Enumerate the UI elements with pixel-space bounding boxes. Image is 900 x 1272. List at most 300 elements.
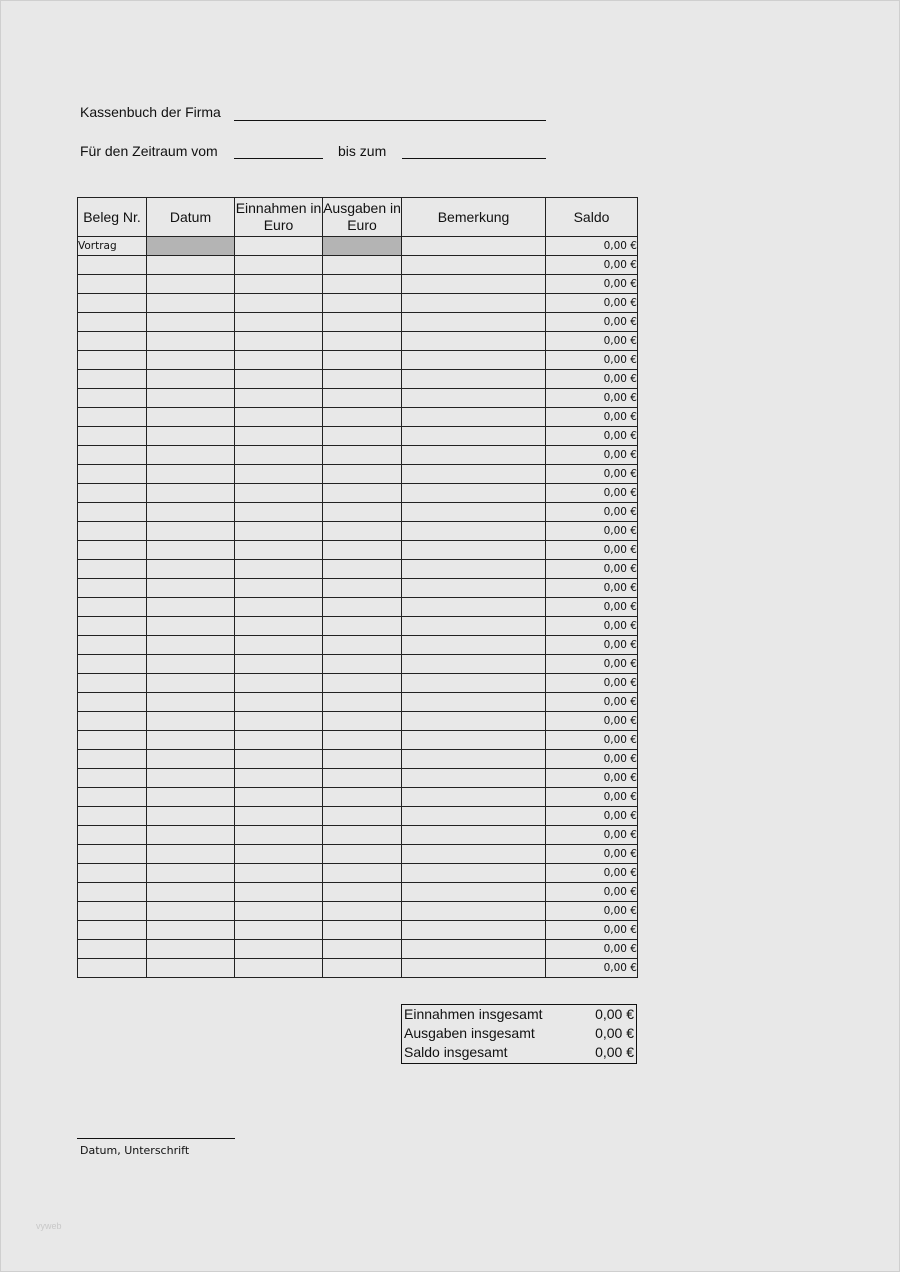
beleg-cell[interactable]: [78, 636, 147, 655]
einnahmen-cell[interactable]: [235, 959, 323, 978]
einnahmen-cell[interactable]: [235, 389, 323, 408]
table-row: [78, 541, 638, 560]
totals-label: Ausgaben insgesamt: [404, 1025, 535, 1041]
datum-cell[interactable]: [147, 788, 235, 807]
einnahmen-cell[interactable]: [235, 864, 323, 883]
saldo-cell: 0,00 €: [546, 712, 638, 731]
col-header-ausgaben: Ausgaben in Euro: [323, 198, 402, 237]
datum-cell[interactable]: [147, 237, 235, 256]
datum-cell[interactable]: [147, 275, 235, 294]
bemerkung-cell[interactable]: [402, 541, 546, 560]
table-row: [78, 940, 638, 959]
einnahmen-cell[interactable]: [235, 294, 323, 313]
beleg-cell[interactable]: [78, 484, 147, 503]
bemerkung-cell[interactable]: [402, 750, 546, 769]
beleg-cell[interactable]: [78, 864, 147, 883]
einnahmen-cell[interactable]: [235, 560, 323, 579]
ausgaben-cell[interactable]: [323, 351, 402, 370]
saldo-cell: 0,00 €: [546, 617, 638, 636]
ausgaben-cell[interactable]: [323, 427, 402, 446]
table-row: [78, 237, 638, 256]
einnahmen-cell[interactable]: [235, 256, 323, 275]
table-row: [78, 275, 638, 294]
period-until-label: bis zum: [338, 143, 387, 159]
table-row: [78, 788, 638, 807]
beleg-cell[interactable]: [78, 541, 147, 560]
datum-cell[interactable]: [147, 332, 235, 351]
ausgaben-cell[interactable]: [323, 712, 402, 731]
col-header-saldo: Saldo: [546, 198, 638, 237]
saldo-cell: 0,00 €: [546, 332, 638, 351]
table-row: [78, 522, 638, 541]
table-row: [78, 731, 638, 750]
saldo-cell: 0,00 €: [546, 541, 638, 560]
beleg-cell[interactable]: [78, 940, 147, 959]
saldo-cell: 0,00 €: [546, 408, 638, 427]
bemerkung-cell[interactable]: [402, 940, 546, 959]
einnahmen-cell[interactable]: [235, 313, 323, 332]
bemerkung-cell[interactable]: [402, 370, 546, 389]
totals-label: Einnahmen insgesamt: [404, 1006, 543, 1022]
einnahmen-cell[interactable]: [235, 636, 323, 655]
datum-cell[interactable]: [147, 636, 235, 655]
saldo-cell: 0,00 €: [546, 313, 638, 332]
table-row: [78, 617, 638, 636]
saldo-cell: 0,00 €: [546, 294, 638, 313]
bemerkung-cell[interactable]: [402, 446, 546, 465]
datum-cell[interactable]: [147, 427, 235, 446]
ausgaben-cell[interactable]: [323, 522, 402, 541]
beleg-cell[interactable]: [78, 788, 147, 807]
saldo-cell: 0,00 €: [546, 351, 638, 370]
datum-cell[interactable]: [147, 598, 235, 617]
beleg-cell[interactable]: [78, 427, 147, 446]
totals-value: 0,00 €: [595, 1044, 634, 1060]
beleg-cell[interactable]: [78, 902, 147, 921]
beleg-cell[interactable]: Vortrag: [78, 237, 147, 256]
einnahmen-cell[interactable]: [235, 332, 323, 351]
saldo-cell: 0,00 €: [546, 370, 638, 389]
ausgaben-cell[interactable]: [323, 408, 402, 427]
bemerkung-cell[interactable]: [402, 655, 546, 674]
datum-cell[interactable]: [147, 389, 235, 408]
bemerkung-cell[interactable]: [402, 864, 546, 883]
ausgaben-cell[interactable]: [323, 769, 402, 788]
einnahmen-cell[interactable]: [235, 503, 323, 522]
bemerkung-cell[interactable]: [402, 712, 546, 731]
beleg-cell[interactable]: [78, 921, 147, 940]
table-row: [78, 655, 638, 674]
bemerkung-cell[interactable]: [402, 807, 546, 826]
col-header-beleg: Beleg Nr.: [78, 198, 147, 237]
saldo-cell: 0,00 €: [546, 522, 638, 541]
table-row: [78, 674, 638, 693]
datum-cell[interactable]: [147, 256, 235, 275]
ausgaben-cell[interactable]: [323, 560, 402, 579]
ausgaben-cell[interactable]: [323, 598, 402, 617]
table-row: [78, 465, 638, 484]
table-row: [78, 370, 638, 389]
beleg-cell[interactable]: [78, 617, 147, 636]
beleg-cell[interactable]: [78, 769, 147, 788]
bemerkung-cell[interactable]: [402, 484, 546, 503]
signature-line[interactable]: [77, 1138, 235, 1139]
bemerkung-cell[interactable]: [402, 522, 546, 541]
saldo-cell: 0,00 €: [546, 579, 638, 598]
ausgaben-cell[interactable]: [323, 465, 402, 484]
datum-cell[interactable]: [147, 351, 235, 370]
ausgaben-cell[interactable]: [323, 940, 402, 959]
datum-cell[interactable]: [147, 579, 235, 598]
table-row: [78, 693, 638, 712]
einnahmen-cell[interactable]: [235, 579, 323, 598]
saldo-cell: 0,00 €: [546, 256, 638, 275]
saldo-cell: 0,00 €: [546, 484, 638, 503]
beleg-cell[interactable]: [78, 503, 147, 522]
datum-cell[interactable]: [147, 617, 235, 636]
saldo-cell: 0,00 €: [546, 655, 638, 674]
datum-cell[interactable]: [147, 883, 235, 902]
datum-cell[interactable]: [147, 408, 235, 427]
einnahmen-cell[interactable]: [235, 408, 323, 427]
bemerkung-cell[interactable]: [402, 351, 546, 370]
einnahmen-cell[interactable]: [235, 940, 323, 959]
datum-cell[interactable]: [147, 484, 235, 503]
saldo-cell: 0,00 €: [546, 693, 638, 712]
einnahmen-cell[interactable]: [235, 237, 323, 256]
table-row: [78, 446, 638, 465]
einnahmen-cell[interactable]: [235, 465, 323, 484]
einnahmen-cell[interactable]: [235, 617, 323, 636]
table-row: [78, 256, 638, 275]
bemerkung-cell[interactable]: [402, 826, 546, 845]
ausgaben-cell[interactable]: [323, 484, 402, 503]
ausgaben-cell[interactable]: [323, 655, 402, 674]
beleg-cell[interactable]: [78, 712, 147, 731]
ausgaben-cell[interactable]: [323, 389, 402, 408]
ausgaben-cell[interactable]: [323, 503, 402, 522]
bemerkung-cell[interactable]: [402, 617, 546, 636]
datum-cell[interactable]: [147, 902, 235, 921]
col-header-bemerkung: Bemerkung: [402, 198, 546, 237]
beleg-cell[interactable]: [78, 826, 147, 845]
beleg-cell[interactable]: [78, 693, 147, 712]
datum-cell[interactable]: [147, 750, 235, 769]
saldo-cell: 0,00 €: [546, 636, 638, 655]
ausgaben-cell[interactable]: [323, 617, 402, 636]
bemerkung-cell[interactable]: [402, 560, 546, 579]
saldo-cell: 0,00 €: [546, 427, 638, 446]
datum-cell[interactable]: [147, 940, 235, 959]
bemerkung-cell[interactable]: [402, 693, 546, 712]
einnahmen-cell[interactable]: [235, 883, 323, 902]
datum-cell[interactable]: [147, 560, 235, 579]
datum-cell[interactable]: [147, 294, 235, 313]
bemerkung-cell[interactable]: [402, 883, 546, 902]
table-row: [78, 807, 638, 826]
ledger-header-row: [78, 198, 638, 237]
table-row: [78, 883, 638, 902]
bemerkung-cell[interactable]: [402, 313, 546, 332]
table-row: [78, 351, 638, 370]
einnahmen-cell[interactable]: [235, 275, 323, 294]
table-row: [78, 921, 638, 940]
ausgaben-cell[interactable]: [323, 294, 402, 313]
signature-label: Datum, Unterschrift: [80, 1144, 190, 1157]
einnahmen-cell[interactable]: [235, 598, 323, 617]
ausgaben-cell[interactable]: [323, 674, 402, 693]
datum-cell[interactable]: [147, 731, 235, 750]
einnahmen-cell[interactable]: [235, 826, 323, 845]
datum-cell[interactable]: [147, 826, 235, 845]
bemerkung-cell[interactable]: [402, 275, 546, 294]
beleg-cell[interactable]: [78, 313, 147, 332]
bemerkung-cell[interactable]: [402, 598, 546, 617]
totals-label: Saldo insgesamt: [404, 1044, 508, 1060]
table-row: [78, 313, 638, 332]
ausgaben-cell[interactable]: [323, 275, 402, 294]
einnahmen-cell[interactable]: [235, 446, 323, 465]
ausgaben-cell[interactable]: [323, 731, 402, 750]
bemerkung-cell[interactable]: [402, 465, 546, 484]
table-row: [78, 959, 638, 978]
company-label: Kassenbuch der Firma: [80, 104, 221, 120]
beleg-cell[interactable]: [78, 959, 147, 978]
table-row: [78, 389, 638, 408]
einnahmen-cell[interactable]: [235, 712, 323, 731]
beleg-cell[interactable]: [78, 275, 147, 294]
beleg-cell[interactable]: [78, 655, 147, 674]
datum-cell[interactable]: [147, 313, 235, 332]
beleg-cell[interactable]: [78, 408, 147, 427]
ausgaben-cell[interactable]: [323, 256, 402, 275]
totals-value: 0,00 €: [595, 1006, 634, 1022]
bemerkung-cell[interactable]: [402, 674, 546, 693]
totals-row-ausgaben: [402, 1024, 636, 1043]
col-header-datum: Datum: [147, 198, 235, 237]
einnahmen-cell[interactable]: [235, 655, 323, 674]
saldo-cell: 0,00 €: [546, 788, 638, 807]
saldo-cell: 0,00 €: [546, 902, 638, 921]
beleg-cell[interactable]: [78, 598, 147, 617]
table-row: [78, 427, 638, 446]
ausgaben-cell[interactable]: [323, 959, 402, 978]
einnahmen-cell[interactable]: [235, 902, 323, 921]
einnahmen-cell[interactable]: [235, 484, 323, 503]
einnahmen-cell[interactable]: [235, 788, 323, 807]
bemerkung-cell[interactable]: [402, 294, 546, 313]
saldo-cell: 0,00 €: [546, 959, 638, 978]
einnahmen-cell[interactable]: [235, 807, 323, 826]
einnahmen-cell[interactable]: [235, 845, 323, 864]
einnahmen-cell[interactable]: [235, 427, 323, 446]
table-row: [78, 769, 638, 788]
saldo-cell: 0,00 €: [546, 465, 638, 484]
datum-cell[interactable]: [147, 446, 235, 465]
bemerkung-cell[interactable]: [402, 389, 546, 408]
datum-cell[interactable]: [147, 522, 235, 541]
totals-row-einnahmen: [402, 1005, 636, 1024]
ausgaben-cell[interactable]: [323, 693, 402, 712]
ausgaben-cell[interactable]: [323, 864, 402, 883]
totals-row-saldo: [402, 1043, 636, 1062]
datum-cell[interactable]: [147, 370, 235, 389]
bemerkung-cell[interactable]: [402, 921, 546, 940]
table-row: [78, 750, 638, 769]
ausgaben-cell[interactable]: [323, 807, 402, 826]
bemerkung-cell[interactable]: [402, 408, 546, 427]
datum-cell[interactable]: [147, 674, 235, 693]
table-row: [78, 579, 638, 598]
einnahmen-cell[interactable]: [235, 750, 323, 769]
einnahmen-cell[interactable]: [235, 541, 323, 560]
saldo-cell: 0,00 €: [546, 883, 638, 902]
beleg-cell[interactable]: [78, 446, 147, 465]
saldo-cell: 0,00 €: [546, 446, 638, 465]
saldo-cell: 0,00 €: [546, 560, 638, 579]
beleg-cell[interactable]: [78, 750, 147, 769]
table-row: [78, 636, 638, 655]
table-row: [78, 503, 638, 522]
table-row: [78, 408, 638, 427]
datum-cell[interactable]: [147, 693, 235, 712]
ausgaben-cell[interactable]: [323, 370, 402, 389]
einnahmen-cell[interactable]: [235, 351, 323, 370]
beleg-cell[interactable]: [78, 351, 147, 370]
einnahmen-cell[interactable]: [235, 674, 323, 693]
saldo-cell: 0,00 €: [546, 864, 638, 883]
bemerkung-cell[interactable]: [402, 427, 546, 446]
ledger-table: [77, 197, 638, 978]
ausgaben-cell[interactable]: [323, 313, 402, 332]
beleg-cell[interactable]: [78, 389, 147, 408]
bemerkung-cell[interactable]: [402, 579, 546, 598]
period-from-field[interactable]: [234, 158, 323, 159]
beleg-cell[interactable]: [78, 845, 147, 864]
ausgaben-cell[interactable]: [323, 883, 402, 902]
bemerkung-cell[interactable]: [402, 503, 546, 522]
ausgaben-cell[interactable]: [323, 332, 402, 351]
bemerkung-cell[interactable]: [402, 731, 546, 750]
table-row: [78, 864, 638, 883]
table-row: [78, 598, 638, 617]
datum-cell[interactable]: [147, 807, 235, 826]
ausgaben-cell[interactable]: [323, 788, 402, 807]
bemerkung-cell[interactable]: [402, 256, 546, 275]
bemerkung-cell[interactable]: [402, 959, 546, 978]
saldo-cell: 0,00 €: [546, 845, 638, 864]
table-row: [78, 332, 638, 351]
beleg-cell[interactable]: [78, 674, 147, 693]
watermark-text: vyweb: [36, 1221, 62, 1231]
beleg-cell[interactable]: [78, 731, 147, 750]
beleg-cell[interactable]: [78, 332, 147, 351]
beleg-cell[interactable]: [78, 370, 147, 389]
saldo-cell: 0,00 €: [546, 275, 638, 294]
ausgaben-cell[interactable]: [323, 921, 402, 940]
datum-cell[interactable]: [147, 541, 235, 560]
datum-cell[interactable]: [147, 864, 235, 883]
table-row: [78, 294, 638, 313]
einnahmen-cell[interactable]: [235, 731, 323, 750]
beleg-cell[interactable]: [78, 465, 147, 484]
datum-cell[interactable]: [147, 465, 235, 484]
table-row: [78, 902, 638, 921]
beleg-cell[interactable]: [78, 807, 147, 826]
table-row: [78, 826, 638, 845]
einnahmen-cell[interactable]: [235, 370, 323, 389]
einnahmen-cell[interactable]: [235, 769, 323, 788]
datum-cell[interactable]: [147, 712, 235, 731]
beleg-cell[interactable]: [78, 560, 147, 579]
saldo-cell: 0,00 €: [546, 826, 638, 845]
bemerkung-cell[interactable]: [402, 788, 546, 807]
saldo-cell: 0,00 €: [546, 807, 638, 826]
beleg-cell[interactable]: [78, 579, 147, 598]
table-row: [78, 712, 638, 731]
bemerkung-cell[interactable]: [402, 237, 546, 256]
company-name-field[interactable]: [234, 120, 546, 121]
bemerkung-cell[interactable]: [402, 636, 546, 655]
saldo-cell: 0,00 €: [546, 769, 638, 788]
datum-cell[interactable]: [147, 921, 235, 940]
ausgaben-cell[interactable]: [323, 826, 402, 845]
einnahmen-cell[interactable]: [235, 522, 323, 541]
datum-cell[interactable]: [147, 845, 235, 864]
saldo-cell: 0,00 €: [546, 237, 638, 256]
saldo-cell: 0,00 €: [546, 940, 638, 959]
period-from-label: Für den Zeitraum vom: [80, 143, 218, 159]
ausgaben-cell[interactable]: [323, 446, 402, 465]
table-row: [78, 484, 638, 503]
datum-cell[interactable]: [147, 959, 235, 978]
saldo-cell: 0,00 €: [546, 750, 638, 769]
beleg-cell[interactable]: [78, 883, 147, 902]
totals-box: [401, 1004, 637, 1064]
datum-cell[interactable]: [147, 503, 235, 522]
ausgaben-cell[interactable]: [323, 541, 402, 560]
beleg-cell[interactable]: [78, 294, 147, 313]
table-row: [78, 845, 638, 864]
table-row: [78, 560, 638, 579]
saldo-cell: 0,00 €: [546, 921, 638, 940]
ausgaben-cell[interactable]: [323, 636, 402, 655]
bemerkung-cell[interactable]: [402, 902, 546, 921]
einnahmen-cell[interactable]: [235, 693, 323, 712]
col-header-einnahmen: Einnahmen in Euro: [235, 198, 323, 237]
ausgaben-cell[interactable]: [323, 750, 402, 769]
einnahmen-cell[interactable]: [235, 921, 323, 940]
period-until-field[interactable]: [402, 158, 546, 159]
totals-value: 0,00 €: [595, 1025, 634, 1041]
ausgaben-cell[interactable]: [323, 902, 402, 921]
saldo-cell: 0,00 €: [546, 389, 638, 408]
ledger-body: [78, 237, 638, 978]
datum-cell[interactable]: [147, 655, 235, 674]
bemerkung-cell[interactable]: [402, 332, 546, 351]
saldo-cell: 0,00 €: [546, 674, 638, 693]
beleg-cell[interactable]: [78, 256, 147, 275]
ausgaben-cell[interactable]: [323, 237, 402, 256]
bemerkung-cell[interactable]: [402, 845, 546, 864]
beleg-cell[interactable]: [78, 522, 147, 541]
ausgaben-cell[interactable]: [323, 845, 402, 864]
datum-cell[interactable]: [147, 769, 235, 788]
ausgaben-cell[interactable]: [323, 579, 402, 598]
bemerkung-cell[interactable]: [402, 769, 546, 788]
saldo-cell: 0,00 €: [546, 731, 638, 750]
saldo-cell: 0,00 €: [546, 598, 638, 617]
